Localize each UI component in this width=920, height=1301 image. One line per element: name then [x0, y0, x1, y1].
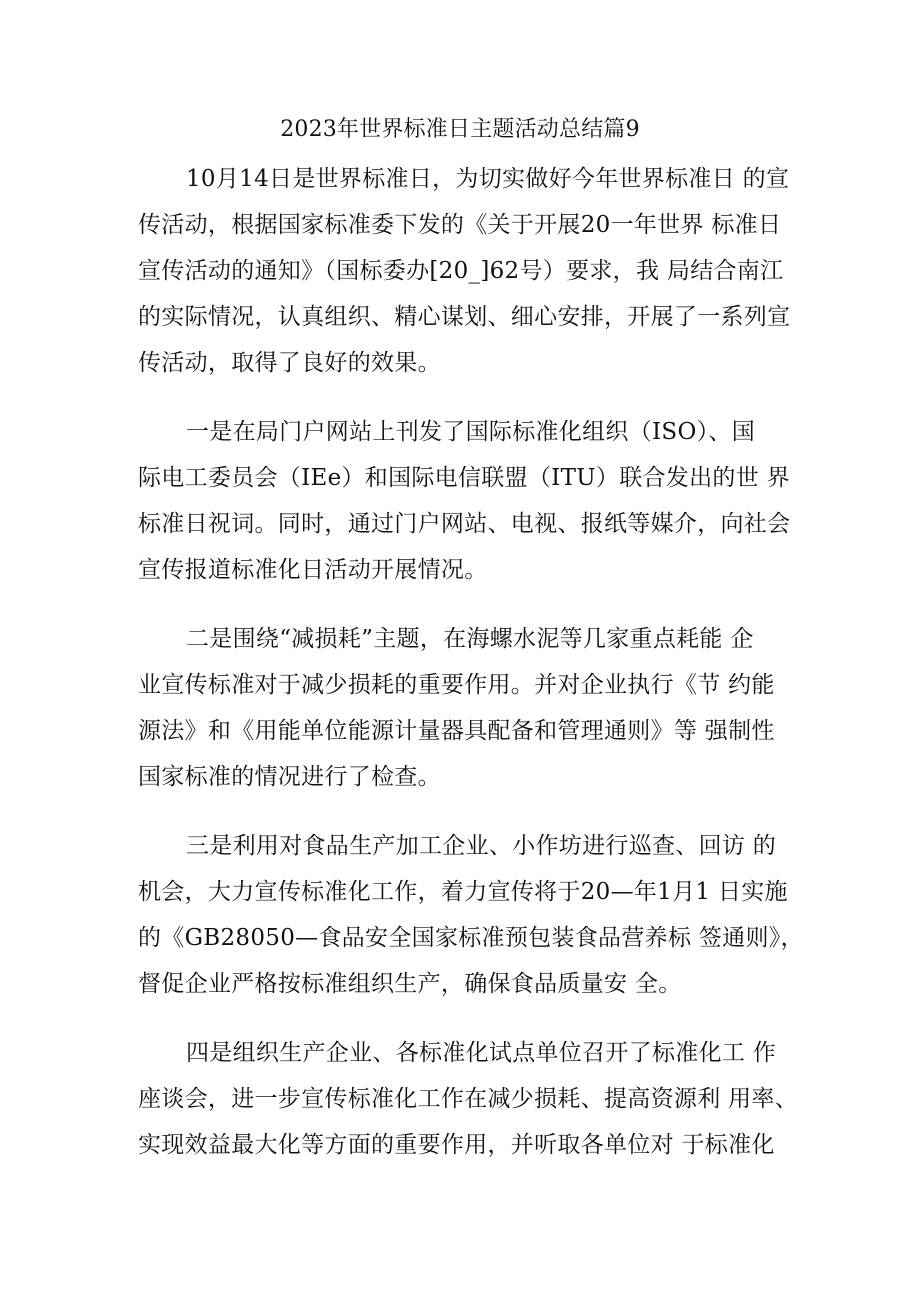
text-line: 三是利用对食品生产加工企业、小作坊进行巡查、回访 的 [186, 833, 777, 859]
paragraph-1 [138, 156, 791, 386]
text-line: 座谈会，进一步宣传标准化工作在减少损耗、提高资源利 用率、 [138, 1086, 799, 1112]
text-line: 源法》和《用能单位能源计量器具配备和管理通则》等 强制性 [138, 718, 775, 744]
document-body [138, 156, 804, 1191]
text-line: 的《GB28050—食品安全国家标准预包装食品营养标 签通则》， [138, 925, 804, 951]
text-line: 机会，大力宣传标准化工作，着力宣传将于20—年1月1 日实施 [138, 879, 788, 905]
text-line: 传活动，取得了良好的效果。 [138, 350, 441, 376]
text-line: 10月14日是世界标准日，为切实做好今年世界标准日 的宣 [186, 166, 790, 192]
text-line: 二是围绕“减损耗”主题，在海螺水泥等几家重点耗能 企 [186, 626, 754, 652]
text-line: 一是在局门户网站上刊发了国际标准化组织（ISO）、国 [186, 419, 755, 445]
text-line: 业宣传标准对于减少损耗的重要作用。并对企业执行《节 约能 [138, 672, 775, 698]
paragraph-2 [138, 409, 791, 593]
paragraph-3 [138, 616, 788, 800]
text-line: 实现效益最大化等方面的重要作用，并听取各单位对 于标准化 [138, 1132, 775, 1158]
document-title: 2023年世界标准日主题活动总结篇9 [280, 117, 640, 142]
paragraph-4 [138, 823, 804, 1007]
text-line: 四是组织生产企业、各标准化试点单位召开了标准化工 作 [186, 1040, 777, 1066]
text-line: 标准日祝词。同时，通过门户网站、电视、报纸等媒介，向社会 [138, 511, 791, 537]
text-line: 的实际情况，认真组织、精心谋划、细心安排，开展了一系列宣 [138, 304, 791, 330]
text-line: 宣传报道标准化日活动开展情况。 [138, 557, 488, 583]
paragraph-5 [138, 1030, 799, 1168]
text-line: 督促企业严格按标准组织生产，确保食品质量安 全。 [138, 971, 682, 997]
text-line: 宣传活动的通知》（国标委办[20_]62号）要求，我 局结合南江 [138, 258, 784, 284]
text-line: 国家标准的情况进行了检查。 [138, 764, 441, 790]
text-line: 际电工委员会（IEe）和国际电信联盟（ITU）联合发出的世 界 [138, 465, 790, 491]
text-line: 传活动，根据国家标准委下发的《关于开展20一年世界 标准日 [138, 212, 782, 238]
